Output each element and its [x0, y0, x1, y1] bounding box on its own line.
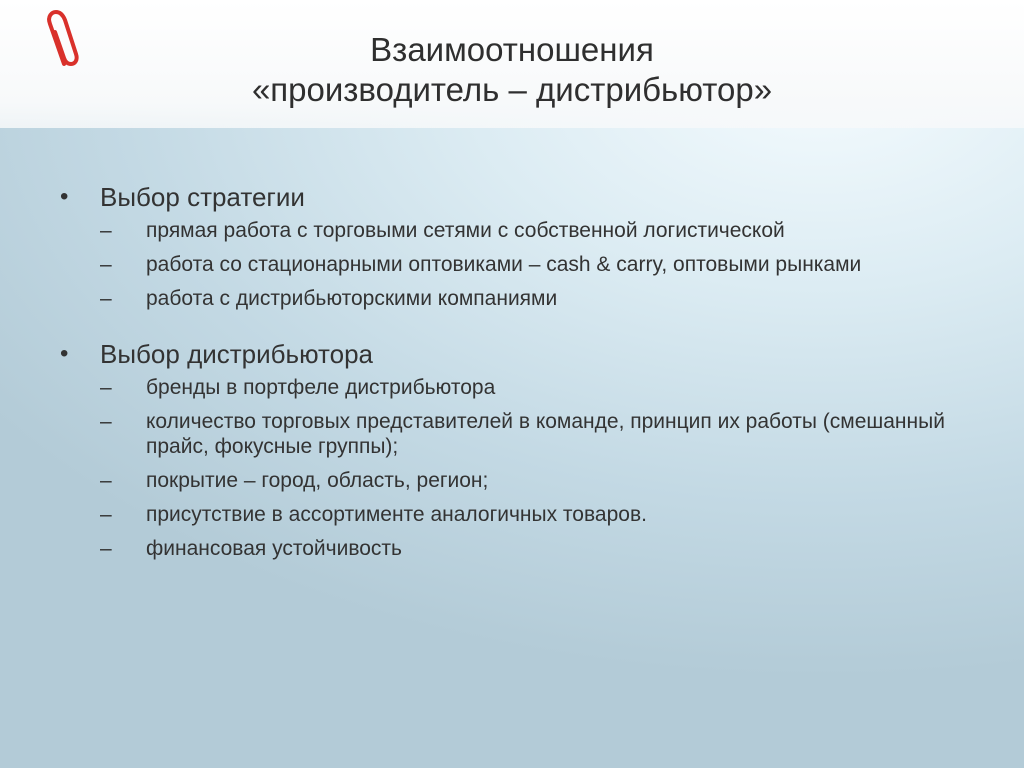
list-item-text: покрытие – город, область, регион;	[146, 469, 489, 492]
list-item	[100, 468, 946, 493]
bullet-label: Выбор дистрибьютора	[100, 339, 374, 369]
list-item-text: прямая работа с торговыми сетями с собственной логистической	[146, 219, 785, 242]
sub-list	[100, 218, 960, 311]
dash-marker: –	[100, 503, 112, 526]
dash-marker: –	[100, 219, 112, 242]
list-item	[100, 252, 946, 277]
sub-list	[100, 375, 960, 561]
list-item	[100, 502, 946, 527]
list-item	[100, 536, 946, 561]
dash-marker: –	[100, 410, 112, 433]
list-item-text: бренды в портфеле дистрибьютора	[146, 376, 496, 399]
list-item-text: работа со стационарными оптовиками – cash & carry, оптовыми рынками	[146, 253, 862, 276]
bullet-marker: •	[60, 183, 69, 210]
bullet-strategy	[60, 178, 960, 311]
slide-title-line-2: «производитель – дистрибьютор»	[251, 71, 773, 108]
bullet-distributor	[60, 335, 960, 561]
bullet-marker: •	[60, 340, 69, 367]
slide-content	[60, 178, 960, 570]
list-item	[100, 409, 946, 459]
slide-title	[0, 30, 1024, 110]
dash-marker: –	[100, 287, 112, 310]
list-item-text: присутствие в ассортименте аналогичных товаров.	[146, 503, 647, 526]
list-item-text: количество торговых представителей в команде, принцип их работы (смешанный прайс, фокусные группы);	[146, 410, 945, 458]
bullet-label: Выбор стратегии	[100, 182, 305, 212]
dash-marker: –	[100, 469, 112, 492]
list-item-text: работа с дистрибьюторскими компаниями	[146, 287, 558, 310]
dash-marker: –	[100, 253, 112, 276]
dash-marker: –	[100, 537, 112, 560]
dash-marker: –	[100, 376, 112, 399]
slide-title-line-1: Взаимоотношения	[370, 31, 654, 68]
list-item	[100, 286, 946, 311]
list-item-text: финансовая устойчивость	[146, 537, 402, 560]
list-item	[100, 375, 946, 400]
list-item	[100, 218, 946, 243]
